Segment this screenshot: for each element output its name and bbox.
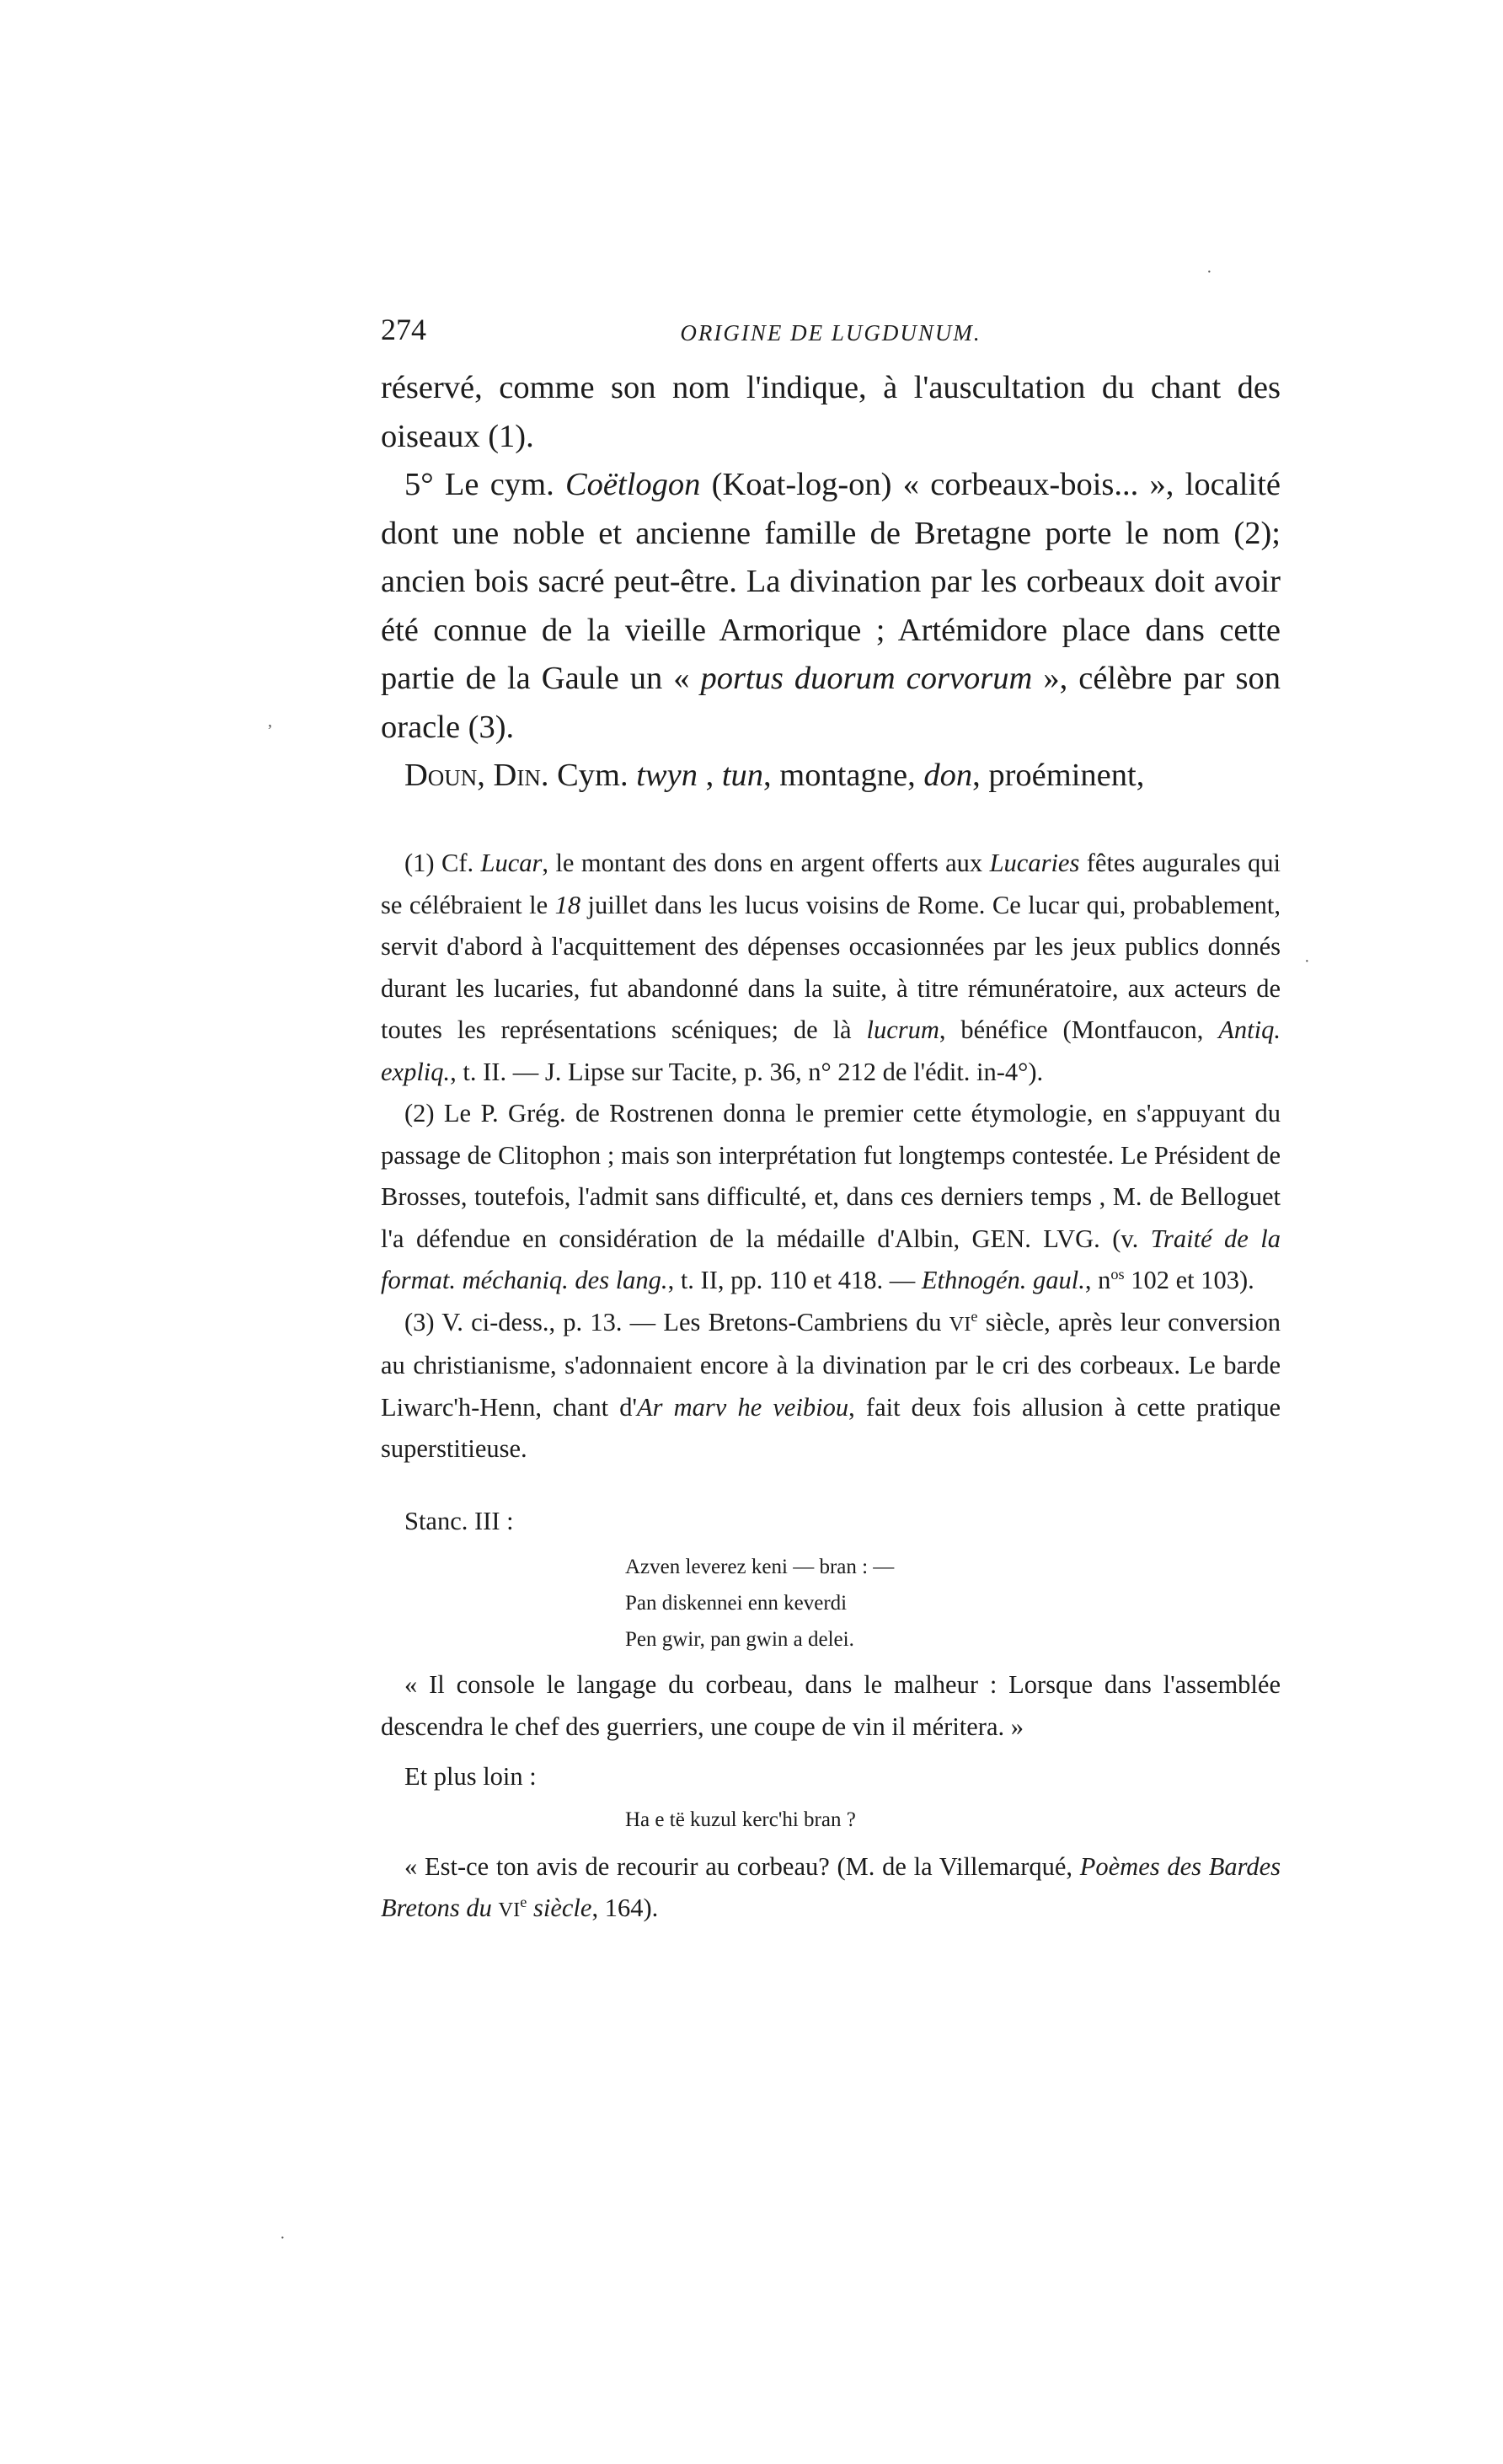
- fn2-e: , n: [1084, 1266, 1111, 1294]
- footnote-3: [381, 1302, 1281, 1470]
- footnote-2: [381, 1093, 1281, 1302]
- coetlogon-term: Coëtlogon: [564, 467, 701, 502]
- don-term: don: [923, 758, 973, 793]
- stray-mark-2: ,: [268, 712, 272, 731]
- quote2-title: Poèmes des Bardes Bretons du: [381, 1851, 1281, 1922]
- fn2-traite: Traité de la format. méchaniq. des lang.: [381, 1224, 1281, 1294]
- quote2-vi: VI: [498, 1899, 521, 1921]
- fn1-lucar: Lucar: [480, 849, 543, 877]
- fn2-ethnogen: Ethnogén. gaul.: [921, 1266, 1085, 1294]
- paragraph-3-f: , montagne,: [763, 758, 924, 793]
- paragraph-3-h: , proéminent,: [972, 758, 1145, 793]
- verse-line-2: Pan diskennei enn keverdi: [625, 1592, 848, 1615]
- fn1-18: 18: [554, 890, 581, 919]
- fn1-a: (1) Cf.: [404, 849, 481, 877]
- stray-mark-4: ·: [280, 2229, 286, 2247]
- paragraph-2-a: 5° Le cym.: [404, 467, 565, 502]
- page-number: 274: [381, 313, 426, 346]
- portus-term: portus duorum corvorum: [700, 661, 1033, 696]
- fn3-b: siècle, après leur conversion au christianisme, s'adonnaient encore à la divination par le cri des corbeaux. Le barde Liwarc'h-Henn, chant d': [381, 1307, 1281, 1422]
- fn2-f: 102 et 103).: [1124, 1266, 1254, 1294]
- doun-din-heading: Doun, Din: [404, 758, 541, 793]
- fn2-sup: os: [1110, 1265, 1125, 1283]
- plus-loin: Et plus loin :: [404, 1762, 537, 1791]
- fn3-vi-sup: e: [971, 1307, 978, 1325]
- paragraph-2: [381, 461, 1281, 752]
- fn1-antiq: Antiq. expliq.: [381, 1015, 1281, 1086]
- verse-line-3: Pen gwir, pan gwin a delei.: [625, 1628, 854, 1651]
- paragraph-3-d: ,: [697, 758, 722, 793]
- twyn-term: twyn: [636, 758, 698, 793]
- fn2-c: , t. II, pp. 110 et 418. —: [667, 1266, 922, 1294]
- fn3-chant-title: Ar marv he veibiou: [637, 1392, 849, 1422]
- fn3-d: , fait deux fois allusion à cette pratique superstitieuse.: [381, 1392, 1281, 1463]
- stanc-label: Stanc. III :: [404, 1506, 514, 1535]
- fn1-g: juillet dans les lucus voisins de Rome. Ce lucar qui, probablement, servit d'abord à l'acquittement des dépenses occasionnées par les jeux publics donnés durant les lucaries, fut abandonné dans la suite, à titre rémunératoire, aux acteurs de toutes les représentations scéniques; de là: [381, 890, 1281, 1044]
- quote2-d: , 164).: [591, 1894, 659, 1922]
- quote2-a: « Est-ce ton avis de recourir au corbeau? (M. de la Villemarqué,: [404, 1851, 1080, 1881]
- fn1-lucaries: Lucaries: [989, 849, 1080, 877]
- footnote-1: [381, 843, 1281, 1093]
- fn1-i: , bénéfice (Montfaucon,: [939, 1015, 1219, 1044]
- quote2-siecle: siècle: [527, 1894, 592, 1922]
- stray-mark-3: ·: [1304, 952, 1310, 971]
- quote2-vi-sup: e: [520, 1893, 527, 1910]
- verse-line-single: Ha e të kuzul kerc'hi bran ?: [625, 1808, 856, 1831]
- paragraph-3-b: . Cym.: [540, 758, 637, 793]
- verse-line-1: Azven leverez keni — bran : —: [625, 1556, 895, 1578]
- fn1-c: , le montant des dons en argent offerts aux: [542, 849, 990, 877]
- page-header: [381, 312, 1281, 362]
- tun-term: tun: [721, 758, 764, 793]
- fn3-vi: VI: [949, 1312, 971, 1336]
- running-title: ORIGINE DE LUGDUNUM.: [680, 320, 981, 345]
- footnotes: [381, 843, 1281, 1931]
- fn2-a: (2) Le P. Grég. de Rostrenen donna le premier cette étymologie, en s'appuyant du passage de Clitophon ; mais son interprétation fut longtemps contestée. Le Président de Brosses, toutefois, l'admit sans difficulté, et, dans ces derniers temps , M. de Belloguet l'a défendue en considération de la médaille d'Albin, GEN. LVG. (v.: [381, 1099, 1281, 1253]
- paragraph-1: réservé, comme son nom l'indique, à l'auscultation du chant des oiseaux (1).: [381, 370, 1281, 454]
- fn3-a: (3) V. ci-dess., p. 13. — Les Bretons-Cambriens du: [404, 1307, 949, 1336]
- fn1-lucrum: lucrum: [866, 1015, 939, 1044]
- fn1-e: fêtes augurales qui se célébraient le: [381, 849, 1281, 919]
- paragraph-3: [381, 752, 1281, 801]
- verse-block: [625, 1549, 1281, 1658]
- paragraph-2-e: », célèbre par son oracle (3).: [381, 661, 1281, 745]
- main-text: [381, 364, 1281, 801]
- fn1-k: , t. II. — J. Lipse sur Tacite, p. 36, n° 212 de l'édit. in-4°).: [450, 1057, 1044, 1086]
- paragraph-2-c: (Koat-log-on) « corbeaux-bois... », localité dont une noble et ancienne famille de Bretagne porte le nom (2); ancien bois sacré peut-être. La divination par les corbeaux doit avoir été connue de la vieille Armorique ; Artémidore place dans cette partie de la Gaule un «: [381, 467, 1281, 696]
- quote-1: « Il console le langage du corbeau, dans le malheur : Lorsque dans l'assemblée descendra le chef des guerriers, une coupe de vin il méritera. »: [381, 1670, 1281, 1741]
- quote-2: [381, 1846, 1281, 1931]
- stray-mark-1: ·: [1206, 263, 1212, 281]
